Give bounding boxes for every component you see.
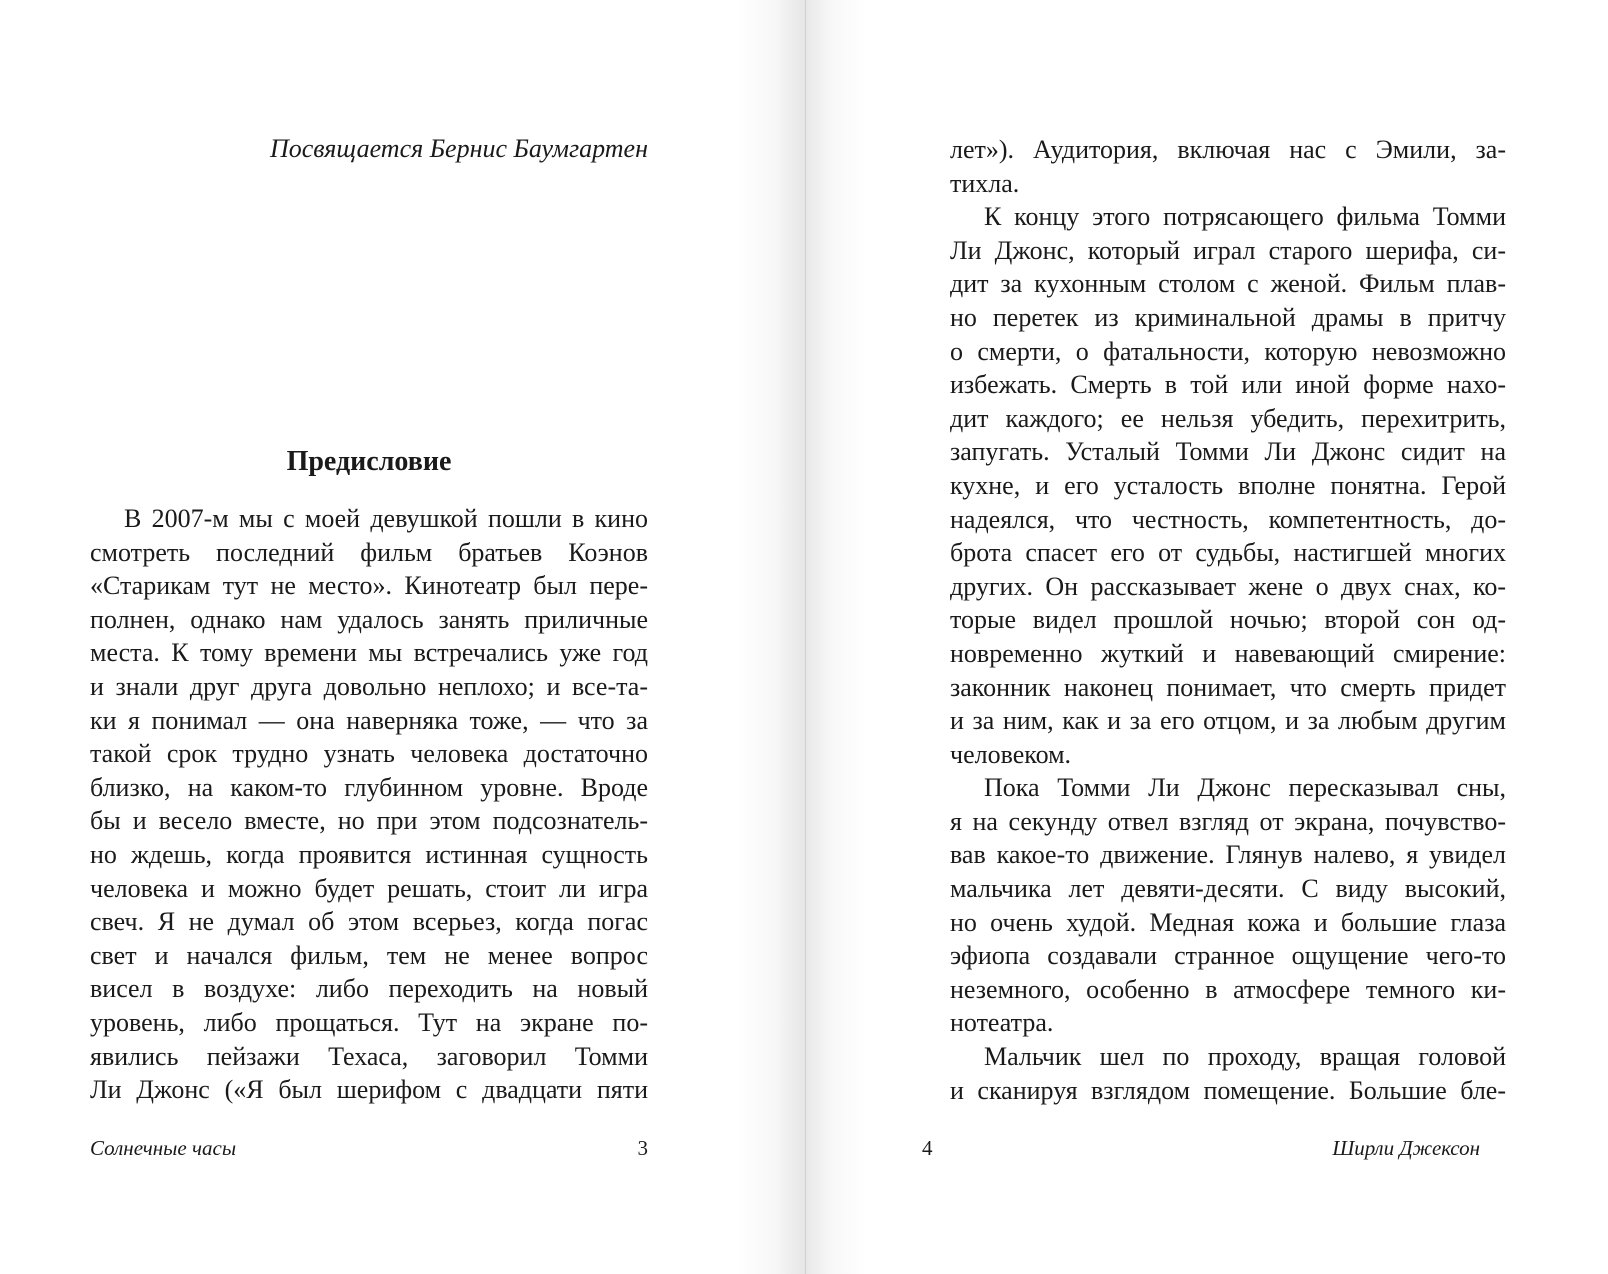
- dedication: Посвящается Бернис Баумгартен: [269, 134, 648, 163]
- left-body-text: [90, 502, 648, 1107]
- text-line: но перетек из криминальной драмы в притчу: [950, 302, 1506, 332]
- text-line: о смерти, о фатальности, которую невозможно: [950, 336, 1506, 366]
- text-line: человека и можно будет решать, стоит ли игра: [90, 873, 648, 903]
- page-number: 3: [637, 1136, 648, 1160]
- left-footer: [90, 1136, 648, 1161]
- text-line: я на секунду отвел взгляд от экрана, почувство-: [950, 806, 1506, 836]
- right-body-text: [950, 133, 1506, 1107]
- text-line: Ли Джонс («Я был шерифом с двадцати пяти: [90, 1075, 648, 1105]
- text-line: дит каждого; ее нельзя убедить, перехитрить,: [950, 403, 1506, 433]
- text-line: новременно жуткий и навевающий смирение:: [950, 638, 1506, 668]
- text-line: дит за кухонным столом с женой. Фильм плав-: [950, 269, 1506, 299]
- text-line: «Старикам тут не место». Кинотеатр был пере-: [90, 571, 648, 601]
- text-line: но ждешь, когда проявится истинная сущность: [90, 839, 648, 869]
- text-line: смотреть последний фильм братьев Коэнов: [90, 537, 648, 567]
- text-line: брота спасет его от судьбы, настигшей многих: [950, 538, 1506, 568]
- running-title-author: Ширли Джексон: [1332, 1136, 1480, 1160]
- text-line: полнен, однако нам удалось занять приличные: [90, 604, 648, 634]
- text-line: человеком.: [950, 739, 1072, 769]
- text-line: К концу этого потрясающего фильма Томми: [984, 202, 1506, 232]
- running-title-book: Солнечные часы: [90, 1136, 237, 1160]
- text-line: но очень худой. Медная кожа и большие глаза: [950, 907, 1506, 937]
- text-line: нотеатра.: [950, 1008, 1054, 1038]
- text-line: торые видел прошлой ночью; второй сон од-: [950, 605, 1506, 635]
- text-line: Пока Томми Ли Джонс пересказывал сны,: [984, 773, 1506, 803]
- chapter-title: Предисловие: [286, 446, 452, 477]
- gutter-shadow: [806, 0, 866, 1274]
- text-line: свет и начался фильм, тем не менее вопрос: [90, 940, 648, 970]
- right-footer: [922, 1136, 1480, 1161]
- text-line: вав какое-то движение. Глянув налево, я увидел: [950, 840, 1506, 870]
- text-line: и знали друг друга довольно неплохо; и все-та-: [90, 671, 648, 701]
- text-line: других. Он рассказывает жене о двух снах, ко-: [950, 571, 1506, 601]
- text-line: свеч. Я не думал об этом всерьез, когда погас: [90, 907, 648, 937]
- text-line: близко, на каком-то глубинном уровне. Вроде: [90, 772, 648, 802]
- right-page[interactable]: [806, 0, 1608, 1274]
- text-line: запугать. Усталый Томми Ли Джонс сидит на: [950, 437, 1506, 467]
- text-line: бы и весело вместе, но при этом подсознатель-: [90, 806, 648, 836]
- text-line: ки я понимал — она наверняка тоже, — что за: [90, 705, 648, 735]
- text-line: Мальчик шел по проходу, вращая головой: [984, 1042, 1506, 1072]
- text-line: и за ним, как и за его отцом, и за любым другим: [950, 706, 1506, 736]
- gutter-shadow: [736, 0, 806, 1274]
- text-line: места. К тому времени мы встречались уже год: [90, 638, 648, 668]
- text-line: и сканируя взглядом помещение. Большие бле-: [950, 1075, 1506, 1105]
- text-line: В 2007-м мы с моей девушкой пошли в кино: [124, 504, 648, 533]
- text-line: явились пейзажи Техаса, заговорил Томми: [90, 1041, 648, 1071]
- text-line: лет»). Аудитория, включая нас с Эмили, за-: [950, 135, 1506, 164]
- text-line: надеялся, что честность, компетентность, до-: [950, 504, 1506, 534]
- text-line: мальчика лет девяти-десяти. С виду высокий,: [950, 874, 1506, 904]
- text-line: неземного, особенно в атмосфере темного ки-: [950, 974, 1506, 1004]
- text-line: такой срок трудно узнать человека достаточно: [90, 739, 648, 769]
- page-number: 4: [922, 1136, 933, 1160]
- text-line: уровень, либо прощаться. Тут на экране по-: [90, 1007, 648, 1037]
- text-line: Ли Джонс, который играл старого шерифа, си-: [950, 235, 1506, 265]
- text-line: эфиопа создавали странное ощущение чего-то: [950, 941, 1506, 971]
- text-line: избежать. Смерть в той или иной форме нахо-: [950, 370, 1506, 400]
- text-line: кухне, и его усталость вполне понятна. Герой: [950, 470, 1506, 500]
- text-line: тихла.: [950, 168, 1020, 198]
- text-line: законник наконец понимает, что смерть придет: [950, 672, 1506, 702]
- text-line: висел в воздухе: либо переходить на новый: [90, 974, 648, 1004]
